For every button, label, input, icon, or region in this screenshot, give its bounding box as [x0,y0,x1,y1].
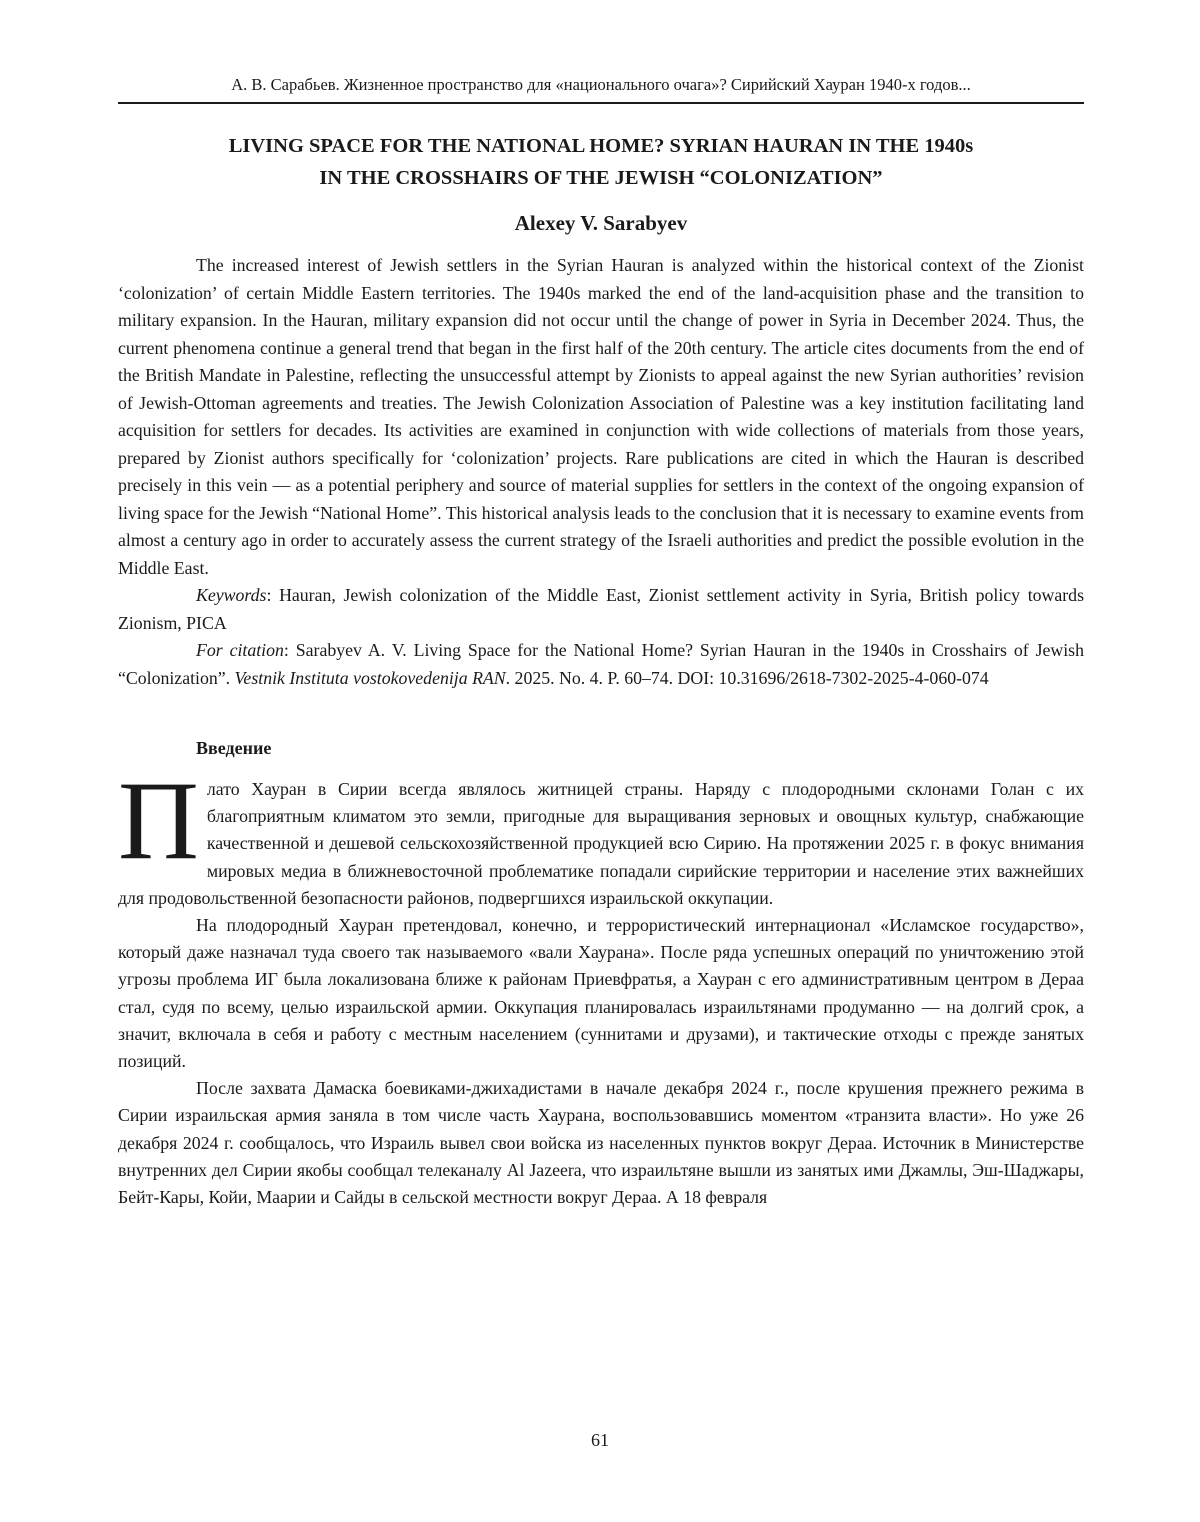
citation-label: For citation [196,640,284,660]
citation-journal: Vestnik Instituta vostokovedenija RAN [234,667,506,688]
page [118,72,1084,1211]
author-name: Alexey V. Sarabyev [514,211,688,235]
running-header: А. В. Сарабьев. Жизненное пространство для «национального очага»? Сирийский Хауран 1940-х годов... [231,75,971,94]
citation-text: : Sarabyev A. V. Living Space for the National Home? Syrian Hauran in the 1940s in Crosshairs of Jewish “Colonization”. [118,640,1084,688]
header-rule [118,102,1084,104]
paragraph-1-text: лато Хауран в Сирии всегда являлось житницей страны. Наряду с плодородными склонами Голан с их благоприятным климатом это земли, пригодные для выращивания зерновых и овощных культур, снабжающие качественной и дешевой сельскохозяйственной продукцией всю Сирию. На протяжении 2025 г. в фокус внимания мировых медиа в ближневосточной проблематике попадали сирийские территории и население этих важнейших для продовольственной безопасности районов, подвергшихся израильской оккупации. [118,779,1084,908]
abstract-text: The increased interest of Jewish settlers in the Syrian Hauran is analyzed within the historical context of the Zionist ‘colonization’ of certain Middle Eastern territories. The 1940s marked the end of the land-acquisition phase and the transition to military expansion. In the Hauran, military expansion did not occur until the change of power in Syria in December 2024. Thus, the current phenomena continue a general trend that began in the first half of the 20th century. The article cites documents from the end of the British Mandate in Palestine, reflecting the unsuccessful attempt by Zionists to appeal against the new Syrian authorities’ revision of Jewish-Ottoman agreements and treaties. The Jewish Colonization Association of Palestine was a key institution facilitating land acquisition for settlers for decades. Its activities are examined in conjunction with wide collections of materials from those years, prepared by Zionist authors specifically for ‘colonization’ projects. Rare publications are cited in which the Hauran is described precisely in this vein — as a potential periphery and source of material supplies for settlers in the context of the ongoing expansion of living space for the Jewish “National Home”. This historical analysis leads to the conclusion that it is necessary to examine events from almost a century ago in order to accurately assess the current strategy of the Israeli authorities and predict the possible evolution in the Middle East. [118,255,1084,578]
citation [118,637,1084,692]
paragraph-3: После захвата Дамаска боевиками-джихадистами в начале декабря 2024 г., после крушения прежнего режима в Сирии израильская армия заняла в том числе часть Хаурана, воспользовавшись моментом «транзита власти». Но уже 26 декабря 2024 г. сообщалось, что Израиль вывел свои войска из населенных пунктов вокруг Дераа. Источник в Министерстве внутренних дел Сирии якобы сообщал телеканалу Al Jazeera, что израильтяне вышли из занятых ими Джамлы, Эш-Шаджары, Бейт-Кары, Койи, Маарии и Сайды в сельской местности вокруг Дераа. А 18 февраля [118,1078,1084,1208]
paragraph-1 [118,759,1084,912]
article-title [118,130,1084,194]
citation-details: . 2025. No. 4. P. 60–74. DOI: 10.31696/2618-7302-2025-4-060-074 [505,667,989,688]
title-line-1: LIVING SPACE FOR THE NATIONAL HOME? SYRIAN HAURAN IN THE 1940s [228,135,974,157]
section-heading: Введение [196,738,272,758]
drop-cap: П [118,759,199,883]
page-number: 61 [591,1430,609,1450]
keywords-label: Keywords [196,585,267,605]
keywords [118,582,1084,637]
keywords-list: : Hauran, Jewish colonization of the Middle East, Zionist settlement activity in Syria, British policy towards Zionism, PICA [118,585,1084,633]
abstract [118,252,1084,692]
title-line-2: IN THE CROSSHAIRS OF THE JEWISH “COLONIZATION” [319,167,883,189]
section-body [118,759,1084,1211]
paragraph-2: На плодородный Хауран претендовал, конечно, и террористический интернационал «Исламское государство», который даже назначал туда своего так называемого «вали Хаурана». После ряда успешных операций по уничтожению этой угрозы проблема ИГ была локализована ближе к районам Приевфратья, а Хауран с его административным центром в Дераа стал, судя по всему, целью израильской армии. Оккупация планировалась израильтянами продуманно — на долгий срок, а значит, включала в себя и работу с местным населением (суннитами и друзами), и тактические отходы с прежде занятых позиций. [118,915,1084,1072]
